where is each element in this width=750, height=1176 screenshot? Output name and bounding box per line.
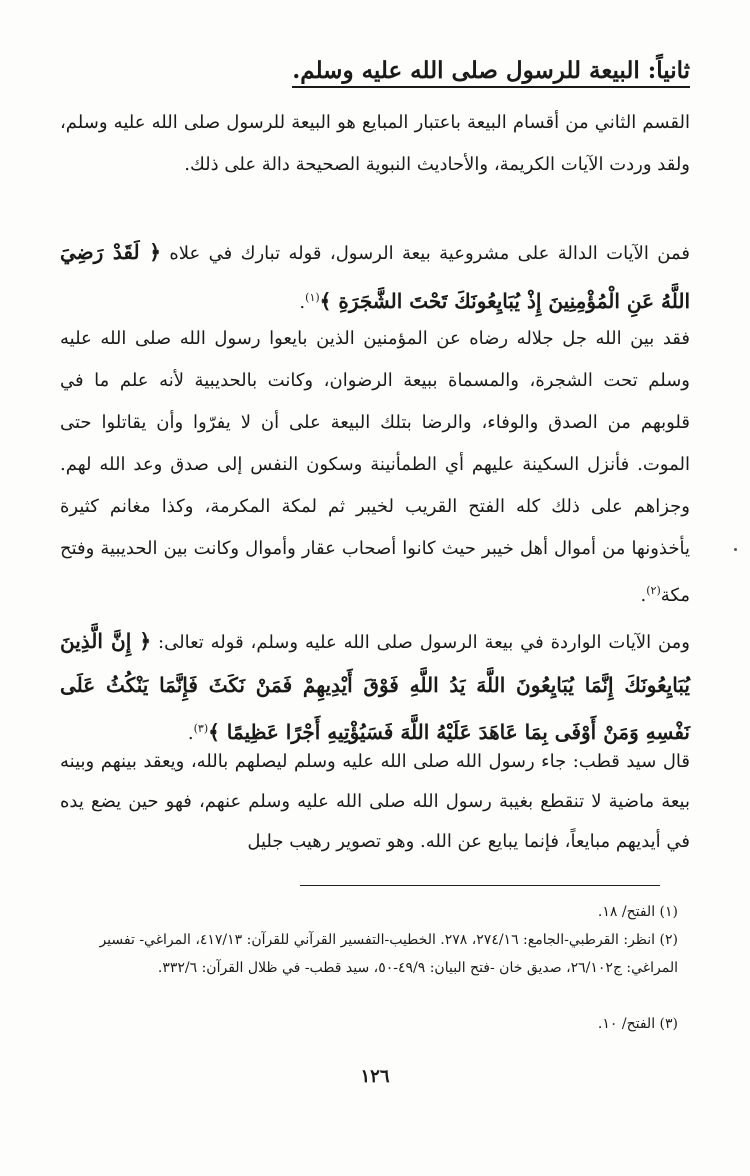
paragraph-3: فقد بين الله جل جلاله رضاه عن المؤمنين الذين بايعوا رسول الله صلى الله عليه وسلم تحت الشجرة، والمسماة ببيعة الرضوان، وكانت بالحديبية لأنه علم ما في قلوبهم من الصدق والوفاء، والرضا بتلك البيعة على أن لا يفرّوا وأن يقاتلوا حتى الموت. فأنزل السكينة عليهم أي الطمأنينة وسكون النفس إلى صدق وعد الله لهم. وجزاهم على ذلك كله الفتح القريب لخيبر ثم لمكة المكرمة، وكذا مغانم كثيرة يأخذونها من أموال أهل خيبر حيث كانوا أصحاب عقار وأموال وكانت بين الحديبية وفتح مكة$^{(٢)}$. bbox=[60, 328, 690, 606]
footnote-2: (٢) انظر: القرطبي-الجامع: ٢٧٤/١٦، ٢٧٨. الخطيب-التفسير القرآني للقرآن: ٤١٧/١٣، المراغي- تفسير المراغي: ج٢٦/١٠٢، صديق خان -فتح البيان: ٤٩/٩-٥٠، سيد قطب- في ظلال القرآن: ٣٣٢/٦. bbox=[99, 932, 678, 976]
paragraph-4-intro: ومن الآيات الواردة في بيعة الرسول صلى الله عليه وسلم، قوله تعالى: bbox=[158, 632, 691, 653]
paragraph-4: ومن الآيات الواردة في بيعة الرسول صلى الله عليه وسلم، قوله تعالى: ﴿ إِنَّ الَّذِينَ يُبَايِعُونَكَ إِنَّمَا يُبَايِعُونَ اللَّهَ يَدُ اللَّهِ فَوْقَ أَيْدِيهِمْ فَمَنْ نَكَثَ فَإِنَّمَا يَنْكُثُ عَلَى نَفْسِهِ وَمَنْ أَوْفَى بِمَا عَاهَدَ عَلَيْهُ اللَّهَ فَسَيُؤْتِيهِ أَجْرًا عَظِيمًا ﴾$^{(٣)}$. bbox=[60, 629, 691, 744]
section-heading: ثانياً: البيعة للرسول صلى الله عليه وسلم. bbox=[60, 56, 690, 86]
footnote-ref-2: (٢) bbox=[646, 584, 661, 597]
paragraph-3-text: فقد بين الله جل جلاله رضاه عن المؤمنين الذين بايعوا رسول الله صلى الله عليه وسلم تحت الشجرة، والمسماة ببيعة الرضوان، وكانت بالحديبية لأنه علم ما في قلوبهم من الصدق والوفاء، والرضا بتلك البيعة على أن لا يفرّوا وأن يقاتلوا حتى الموت. فأنزل السكينة عليهم أي الطمأنينة وسكون النفس إلى صدق وعد الله لهم. وجزاهم على ذلك كله الفتح القريب لخيبر ثم لمكة المكرمة، وكذا مغانم كثيرة يأخذونها من أموال أهل خيبر حيث كانوا أصحاب عقار وأموال وكانت بين الحديبية وفتح مكة bbox=[60, 328, 690, 606]
quran-verse-2: ﴿ إِنَّ الَّذِينَ يُبَايِعُونَكَ إِنَّمَا يُبَايِعُونَ اللَّهَ يَدُ اللَّهِ فَوْقَ أَيْدِيهِمْ فَمَنْ نَكَثَ فَإِنَّمَا يَنْكُثُ عَلَى نَفْسِهِ وَمَنْ أَوْفَى بِمَا عَاهَدَ عَلَيْهُ اللَّهَ فَسَيُؤْتِيهِ أَجْرًا عَظِيمًا ﴾ bbox=[60, 629, 690, 744]
document-page bbox=[60, 40, 690, 1140]
paragraph-2: فمن الآيات الدالة على مشروعية بيعة الرسول، قوله تبارك في علاه ﴿ لَقَدْ رَضِيَ اللَّهُ عَنِ الْمُؤْمِنِينَ إِذْ يُبَايِعُونَكَ تَحْتَ الشَّجَرَةِ ﴾$^{(١)}$. bbox=[60, 240, 690, 313]
paragraph-1: القسم الثاني من أقسام البيعة باعتبار المبايع هو البيعة للرسول صلى الله عليه وسلم، ولقد وردت الآيات الكريمة، والأحاديث النبوية الصحيحة دالة على ذلك. bbox=[60, 112, 690, 175]
quran-verse-1: ﴿ لَقَدْ رَضِيَ اللَّهُ عَنِ الْمُؤْمِنِينَ إِذْ يُبَايِعُونَكَ تَحْتَ الشَّجَرَةِ ﴾ bbox=[60, 240, 690, 313]
paragraph-5: قال سيد قطب: جاء رسول الله صلى الله عليه وسلم ليصلهم بالله، ويعقد بينهم وبينه بيعة ماضية لا تنقطع بغيبة رسول الله صلى الله عليه وسلم عنهم، فهو حين يضع يده في أيديهم مبايعاً، فإنما يبايع عن الله. وهو تصوير رهيب جليل bbox=[60, 751, 690, 852]
margin-dot bbox=[734, 548, 737, 551]
paragraph-2-intro: فمن الآيات الدالة على مشروعية بيعة الرسول، قوله تبارك في علاه bbox=[169, 243, 690, 264]
footnote-ref-1: (١) bbox=[305, 291, 320, 304]
footnote-3: (٣) الفتح/ ١٠. bbox=[597, 1016, 678, 1032]
page-number: ١٢٦ bbox=[360, 1066, 390, 1087]
footnote-divider bbox=[300, 885, 660, 886]
footnote-1: (١) الفتح/ ١٨. bbox=[597, 904, 678, 920]
footnote-ref-3: (٣) bbox=[193, 722, 209, 735]
